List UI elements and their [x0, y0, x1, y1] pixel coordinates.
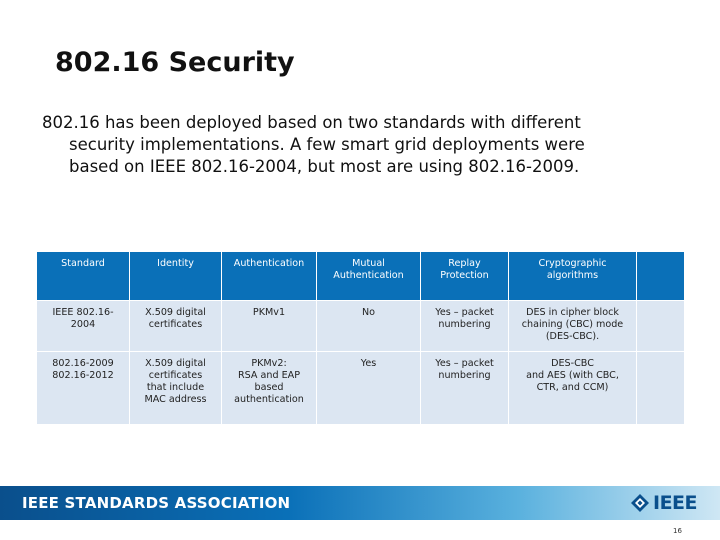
slide-title: 802.16 Security [55, 47, 295, 78]
ieee-logo [630, 491, 697, 515]
table-row [37, 301, 685, 352]
body-line-2: security implementations. A few smart grid deployments were [69, 135, 585, 154]
header-standard: Standard [37, 252, 130, 301]
table-row [37, 352, 685, 425]
cell-empty [637, 352, 685, 425]
body-line-3: based on IEEE 802.16-2004, but most are using 802.16-2009. [69, 157, 580, 176]
header-authentication: Authentication [222, 252, 317, 301]
header-identity: Identity [130, 252, 222, 301]
body-paragraph [42, 112, 682, 178]
cell-empty [637, 301, 685, 352]
body-line-1: 802.16 has been deployed based on two standards with different [42, 113, 581, 132]
security-comparison-table [36, 251, 685, 425]
header-mutual-authentication: Mutual Authentication [317, 252, 421, 301]
cell-authentication: PKMv1 [222, 301, 317, 352]
cell-authentication: PKMv2: RSA and EAP based authentication [222, 352, 317, 425]
header-empty [637, 252, 685, 301]
cell-replay-protection: Yes – packet numbering [421, 301, 509, 352]
cell-mutual-authentication: No [317, 301, 421, 352]
header-cryptographic-algorithms: Cryptographic algorithms [509, 252, 637, 301]
cell-replay-protection: Yes – packet numbering [421, 352, 509, 425]
footer-bar [0, 486, 720, 520]
header-replay-protection: Replay Protection [421, 252, 509, 301]
cell-cryptographic-algorithms: DES-CBC and AES (with CBC, CTR, and CCM) [509, 352, 637, 425]
cell-standard: IEEE 802.16- 2004 [37, 301, 130, 352]
cell-identity: X.509 digital certificates [130, 301, 222, 352]
ieee-diamond-icon [630, 493, 650, 513]
cell-identity: X.509 digital certificates that include MAC address [130, 352, 222, 425]
footer-association-name: IEEE STANDARDS ASSOCIATION [22, 494, 291, 512]
cell-mutual-authentication: Yes [317, 352, 421, 425]
ieee-logo-text: IEEE [653, 492, 698, 514]
table-header-row [37, 252, 685, 301]
cell-cryptographic-algorithms: DES in cipher block chaining (CBC) mode (DES-CBC). [509, 301, 637, 352]
page-number: 16 [673, 527, 682, 535]
cell-standard: 802.16-2009 802.16-2012 [37, 352, 130, 425]
